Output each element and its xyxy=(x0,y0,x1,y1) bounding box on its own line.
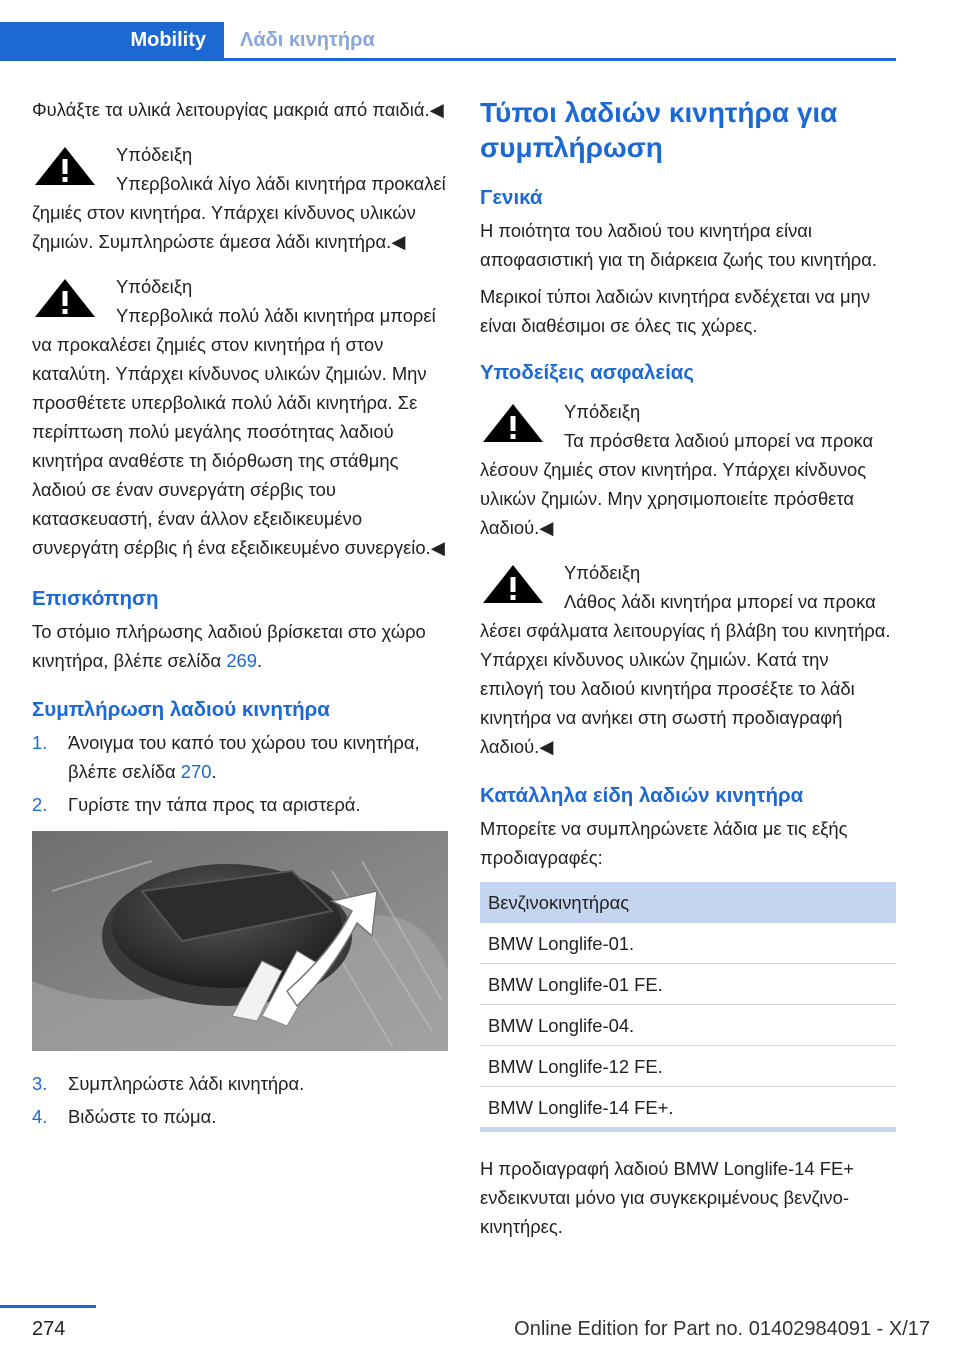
oil-cap-illustration xyxy=(32,831,448,1051)
warning-body: λέσει σφάλματα λειτουργίας ή βλάβη του κινητήρα. Υπάρχει κίνδυνος υλικών ζημιών. Κατά την επιλογή του λαδιού κινητήρα προσέξτε το λάδι κινητήρα να ανήκει στη σωστή προδιαγραφή λαδιού.◀ xyxy=(480,620,891,757)
suitable-oils-text: Μπορείτε να συμπληρώνετε λάδια με τις εξής προδιαγραφές: xyxy=(480,818,848,868)
warning-note xyxy=(480,397,896,542)
page-header xyxy=(0,0,960,66)
table-row xyxy=(480,1087,896,1130)
refill-steps xyxy=(32,728,448,819)
page-number: 274 xyxy=(32,1318,66,1340)
table-row xyxy=(480,1005,896,1046)
step-text: Γυρίστε την τάπα προς τα αριστερά. xyxy=(68,794,361,815)
edition-text: Online Edition for Part no. 01402984091 - X/17 xyxy=(514,1318,930,1340)
page-link-269[interactable]: 269 xyxy=(226,650,257,671)
table-row xyxy=(480,1046,896,1087)
overview-heading: Επισκόπηση xyxy=(32,587,159,610)
intro-text: Φυλάξτε τα υλικά λειτουργίας μακριά από παιδιά.◀ xyxy=(32,99,444,120)
overview-sentence: Το στόμιο πλήρωσης λαδιού βρίσκεται στο χώρο κινητήρα, βλέπε σελίδα xyxy=(32,621,426,671)
step-item xyxy=(32,728,448,786)
table-row xyxy=(480,964,896,1005)
step-number: 3. xyxy=(32,1073,48,1094)
step-text: Άνοιγμα του καπό του χώρου του κινητήρα, βλέπε σελίδα xyxy=(68,732,420,782)
oil-spec-table xyxy=(480,882,896,1132)
page-title: Τύποι λαδιών κινητήρα για συμπλήρωση xyxy=(480,97,838,163)
warning-body: να προκαλέσει ζημιές στον κινητήρα ή στον καταλύτη. Υπάρχει κίνδυνος υλικών ζημιών. Μην προσθέτετε υπερβολικά πολύ λάδι κινητήρα. Σε περίπτωση πολύ μεγάλης ποσότητας λαδιού κινητήρα αναθέστε τη διόρθωση της στάθμης λαδιού σε έναν συνεργάτη σέρβις του κατασκευαστή, έναν άλλον εξειδικευμένο συνεργάτη σέρβις ή ένα εξειδικευμένο συνεργείο.◀ xyxy=(32,334,445,558)
left-column xyxy=(32,95,448,1143)
warning-title: Υπόδειξη xyxy=(564,401,641,422)
warning-lead: Υπερβολικά πολύ λάδι κινητήρα μπορεί xyxy=(116,305,436,326)
overview-text xyxy=(32,617,448,675)
warning-note xyxy=(480,558,896,761)
warning-triangle-icon xyxy=(480,562,546,606)
step-number: 2. xyxy=(32,794,48,815)
warning-lead: Τα πρόσθετα λαδιού μπορεί να προκα xyxy=(564,430,874,451)
step-item xyxy=(32,1102,448,1131)
warning-lead: Λάθος λάδι κινητήρα μπορεί να προκα xyxy=(564,591,876,612)
availability-text: Μερικοί τύποι λαδιών κινητήρα ενδέχεται να μην είναι διαθέσιμοι σε όλες τις χώρες. xyxy=(480,286,871,336)
warning-title: Υπόδειξη xyxy=(116,276,193,297)
step-number: 1. xyxy=(32,732,48,753)
warning-note xyxy=(32,140,448,256)
table-cell: BMW Longlife-04. xyxy=(480,1005,896,1046)
table-cell: BMW Longlife-01 FE. xyxy=(480,964,896,1005)
step-text: Βιδώστε το πώμα. xyxy=(68,1106,217,1127)
table-cell: BMW Longlife-12 FE. xyxy=(480,1046,896,1087)
warning-lead: Υπερβολικά λίγο λάδι κινητήρα προκαλεί xyxy=(116,173,446,194)
warning-triangle-icon xyxy=(32,144,98,188)
overview-end: . xyxy=(257,650,263,671)
warning-title: Υπόδειξη xyxy=(116,144,193,165)
step-item xyxy=(32,790,448,819)
table-cell: BMW Longlife-01. xyxy=(480,923,896,964)
header-rule xyxy=(0,58,896,61)
footer-rule xyxy=(0,1305,96,1308)
page-link-270[interactable]: 270 xyxy=(180,761,212,782)
safety-heading: Υποδείξεις ασφαλείας xyxy=(480,361,695,384)
warning-note xyxy=(32,272,448,562)
chapter-tab[interactable]: Λάδι κινητήρα xyxy=(240,28,375,51)
step-end: . xyxy=(211,761,217,782)
refill-steps-continued xyxy=(32,1069,448,1131)
warning-body: ζημιές στον κινητήρα. Υπάρχει κίνδυνος υλικών ζημιών. Συμπληρώστε άμεσα λάδι κινητήρα.◀ xyxy=(32,202,416,252)
table-header-row xyxy=(480,882,896,923)
table-row xyxy=(480,923,896,964)
table-cell: BMW Longlife-14 FE+. xyxy=(480,1087,896,1130)
longlife-note: Η προδιαγραφή λαδιού BMW Longlife-14 FE+ ενδεικνυται μόνο για συγκεκριμένους βενζινοκινητήρες. xyxy=(480,1158,854,1237)
section-tab[interactable]: Mobility xyxy=(0,22,224,58)
suitable-oils-heading: Κατάλληλα είδη λαδιών κινητήρα xyxy=(480,784,804,807)
general-heading: Γενικά xyxy=(480,186,543,209)
refill-heading: Συμπλήρωση λαδιού κινητήρα xyxy=(32,698,330,721)
table-header-cell: Βενζινοκινητήρας xyxy=(480,882,896,923)
general-text: Η ποιότητα του λαδιού του κινητήρα είναι αποφασιστική για τη διάρκεια ζωής του κινητήρα. xyxy=(480,220,878,270)
step-item xyxy=(32,1069,448,1098)
warning-triangle-icon xyxy=(32,276,98,320)
warning-title: Υπόδειξη xyxy=(564,562,641,583)
right-column xyxy=(480,95,896,1241)
warning-triangle-icon xyxy=(480,401,546,445)
warning-body: λέσουν ζημιές στον κινητήρα. Υπάρχει κίνδυνος υλικών ζημιών. Μην χρησιμοποιείτε πρόσθετα λαδιού.◀ xyxy=(480,459,867,538)
step-text: Συμπληρώστε λάδι κινητήρα. xyxy=(68,1073,305,1094)
step-number: 4. xyxy=(32,1106,48,1127)
oil-cap-image xyxy=(32,831,448,1051)
